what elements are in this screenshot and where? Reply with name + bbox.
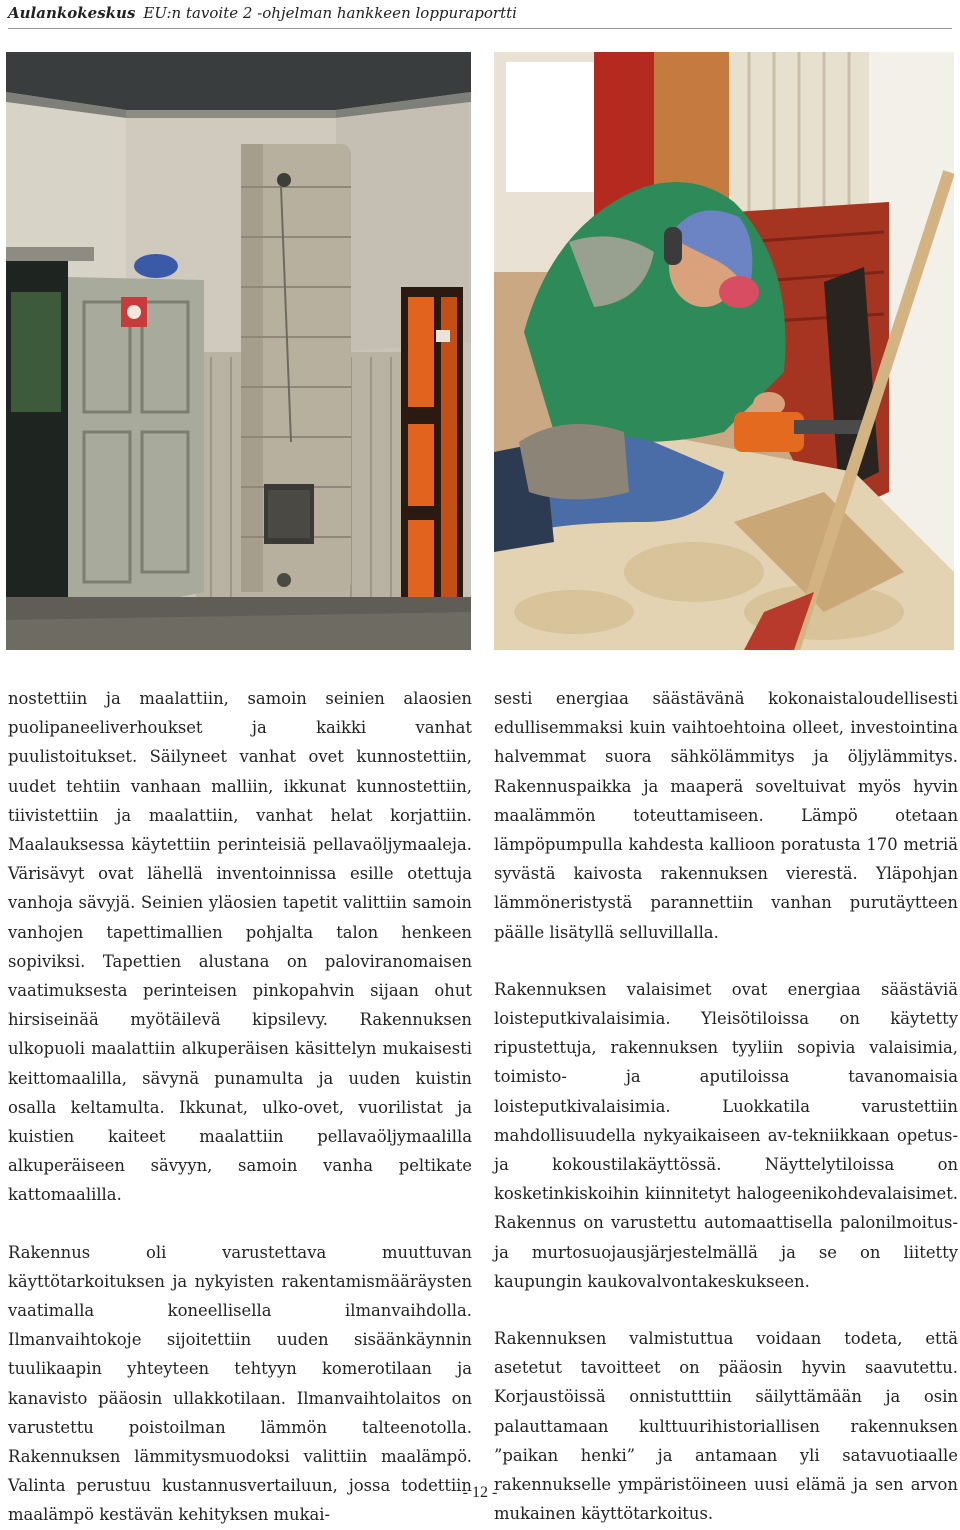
- header-organization: Aulankokeskus: [8, 4, 136, 22]
- paragraph: sesti energiaa säästävänä kokonaistaloudellisesti edullisemmaksi kuin vaihtoehtoina olleet, investointina halvemmat suora sähkölämmitys ja öljylämmitys. Rakennuspaikka ja maaperä soveltuivat myös hyvin maalämmön toteuttamiseen. Lämpö otetaan lämpöpumpulla kahdesta kallioon poratusta 170 metriä syvästä kaivosta rakennuksen vierestä. Yläpohjan lämmöneristystä parannettiin vanhan purutäytteen päälle lisätyllä selluvillalla.: [494, 689, 958, 942]
- carpenter-working-photo: [494, 52, 954, 650]
- paragraph: Rakennuksen valmistuttua voidaan todeta, että asetetut tavoitteet on pääosin hyvin saavutettu. Korjaustöissä onnistutttiin säilyttämään ja osin palauttamaan kulttuurihistoriallisen rakennuksen ”paikan henki” ja antamaan yli satavuotiaalle rakennukselle ympäristöineen uusi elämä ja sen arvon mukainen käyttötarkoitus.: [494, 1329, 958, 1524]
- paragraph: Rakennuksen valaisimet ovat energiaa säästäviä loisteputkivalaisimia. Yleisötiloissa on käytetty ripustettuja, rakennuksen tyyliin sopivia valaisimia, toimisto- ja aputiloissa tavanomaisia loisteputkivalaisimia. Luokkatila varustettiin mahdollisuudella nykyaikaiseen av-tekniikkaan opetus- ja kokoustilakäyttössä. Näyttelytiloissa on kosketinkiskoihin kiinnitetyt halogeenikohdevalaisimet. Rakennus on varustettu automaattisella palonilmoitus- ja murtosuojausjärjestelmällä ja se on liitetty kaupungin kaukovalvontakeskukseen.: [494, 979, 958, 1291]
- left-text-column: [8, 684, 472, 1530]
- stove-room-illustration: [6, 52, 471, 650]
- paragraph: Rakennus oli varustettava muuttuvan käyttötarkoituksen ja nykyisten rakentamismääräysten vaatimalla koneellisella ilmanvaihdolla. Ilmanvaihtokoje sijoitettiin uuden sisäänkäynnin tuulikaapin yhteyteen tehtyyn komerotilaan ja kanavisto pääosin ullakkotilaan. Ilmanvaihtolaitos on varustettu poistoilman lämmön talteenotolla. Rakennuksen lämmitysmuodoksi valittiin maalämpö. Valinta perustuu kustannusvertailuun, jossa todettiin maalämpö kestävän kehityksen mukai-: [8, 1242, 472, 1525]
- page-header: [8, 2, 952, 29]
- header-report-title: EU:n tavoite 2 -ohjelman hankkeen loppuraportti: [143, 4, 517, 22]
- tiled-stove-room-photo: [6, 52, 471, 650]
- page-number: - 12 -: [462, 1484, 498, 1501]
- paragraph: nostettiin ja maalattiin, samoin seinien alaosien puolipaneeliverhoukset ja kaikki vanhat puulistoitukset. Säilyneet vanhat ovet kunnostettiin, uudet tehtiin vanhaan malliin, ikkunat kunnostettiin, tiivistettiin ja maalattiin, vanhat helat korjattiin. Maalauksessa käytettiin perinteisiä pellavaöljymaaleja. Värisävyt ovat lähellä inventoinnissa esille otettuja vanhoja sävyjä. Seinien yläosien tapetit valittiin samoin vanhojen tapettimallien pohjalta talon henkeen sopiviksi. Tapettien alustana on paloviranomaisen vaatimuksesta perinteisen pinkopahvin sijaan ohut hirsiseinää myötäilevä kipsilevy. Rakennuksen ulkopuoli maalattiin alkuperäisen käsittelyn mukaisesti keittomaalilla, sävynä punamulta ja uuden kuistin osalla keltamulta. Ikkunat, ulko-ovet, vuorilistat ja kuistien kaiteet maalattiin pellavaöljymaalilla alkuperäiseen sävyyn, samoin vanha peltikate kattomaalilla.: [8, 689, 472, 1205]
- carpenter-illustration: [494, 52, 954, 650]
- right-text-column: [494, 684, 958, 1528]
